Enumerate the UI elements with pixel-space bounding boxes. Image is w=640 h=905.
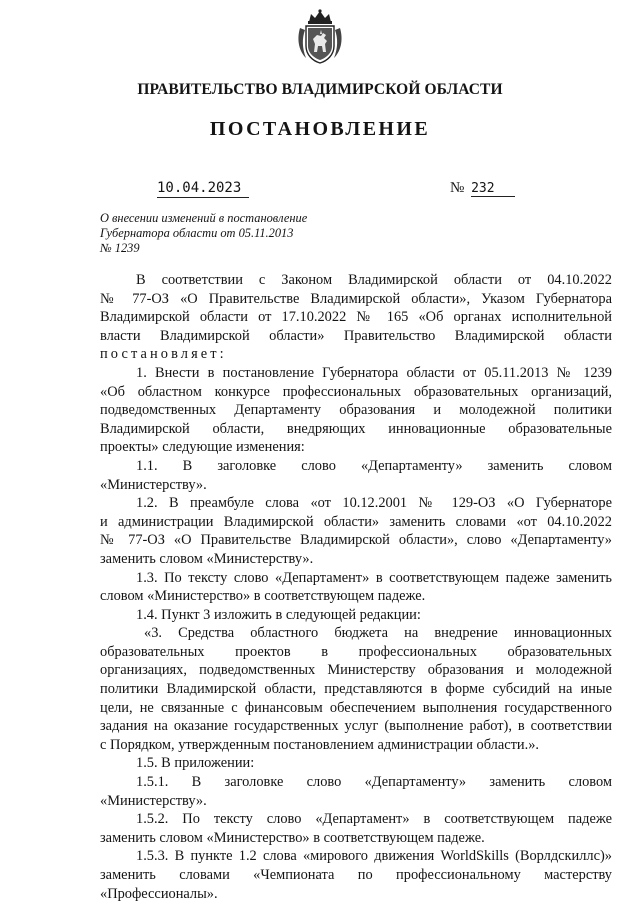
body-line: словом «Министерство» в соответствующем падеже. [100,588,426,605]
body-line: проекты» следующие изменения: [100,439,305,456]
body-line: 1.5.2. По тексту слово «Департамент» в соответствующем падеже [136,811,612,828]
body-line: цели, не связанные с финансовым обеспечением выполнения государственного [100,699,612,716]
body-line: задания на оказание государственных услуг (выполнение работ), в соответствии [100,718,612,735]
body-line: 1. Внести в постановление Губернатора области от 05.11.2013 № 1239 [136,364,612,381]
document-number-field [450,180,515,197]
body-line: политики Владимирской области, представляются в форме субсидий на иные [100,681,612,698]
body-line: «Министерству». [100,792,207,809]
body-line: и администрации Владимирской области» заменить словами «от 04.10.2022 [100,513,612,530]
body-line: образовательных проектов в профессиональных образовательных [100,643,612,660]
body-line: организациях, подведомственных Министерству образования и молодежной [100,662,612,679]
document-body [100,271,612,903]
body-line: Владимирской области, внедряющих инновационные образовательные [100,420,612,437]
body-line: «Профессионалы». [100,885,218,902]
subject-line: О внесении изменений в постановление [100,211,308,225]
body-line: постановляет: [100,346,227,363]
body-line: 1.4. Пункт 3 изложить в следующей редакции: [136,606,421,623]
number-sign: № [450,180,465,196]
body-line: «3. Средства областного бюджета на внедрение инновационных [144,625,612,642]
body-line: Владимирской области от 17.10.2022 № 165 «Об органах исполнительной [100,309,612,326]
document-number: 232 [471,181,515,197]
body-line: власти Владимирской области» Правительство Владимирской области [100,327,612,344]
body-line: заменить словом «Министерству». [100,550,314,567]
body-line: 1.1. В заголовке слово «Департаменту» заменить словом [136,457,612,474]
subject-line: Губернатора области от 05.11.2013 [100,226,294,240]
coat-of-arms-icon [296,8,344,66]
body-line: 1.5. В приложении: [136,755,255,772]
document-date: 10.04.2023 [157,180,249,198]
subject-line: № 1239 [100,241,140,255]
body-line: 1.2. В преамбуле слова «от 10.12.2001 № 129-ОЗ «О Губернаторе [136,495,612,512]
government-title: ПРАВИТЕЛЬСТВО ВЛАДИМИРСКОЙ ОБЛАСТИ [137,81,503,98]
body-line: 1.5.3. В пункте 1.2 слова «мирового движения WorldSkills (Ворлдскиллс)» [136,848,612,865]
body-line: № 77-ОЗ «О Правительстве Владимирской области», Указом Губернатора [100,290,612,307]
body-line: с Порядком, утвержденным постановлением администрации области.». [100,736,540,753]
document-subject [100,211,350,256]
body-line: № 77-ОЗ «О Правительстве Владимирской области», слово «Департаменту» [100,532,612,549]
body-line: заменить словами «Чемпионата по профессиональному мастерству [100,867,612,883]
body-line: подведомственных Департаменту образования и молодежной политики [100,402,612,419]
body-line: В соответствии с Законом Владимирской области от 04.10.2022 [136,272,612,288]
body-line: 1.3. По тексту слово «Департамент» в соответствующем падеже заменить [136,569,612,586]
body-line: 1.5.1. В заголовке слово «Департаменту» заменить словом [136,774,612,791]
body-line: «Министерству». [100,476,207,493]
body-line: «Об областном конкурсе профессиональных образовательных организаций, [100,383,612,400]
document-type-title: ПОСТАНОВЛЕНИЕ [209,118,431,140]
body-line: заменить словом «Министерство» в соответствующем падеже. [100,829,485,846]
